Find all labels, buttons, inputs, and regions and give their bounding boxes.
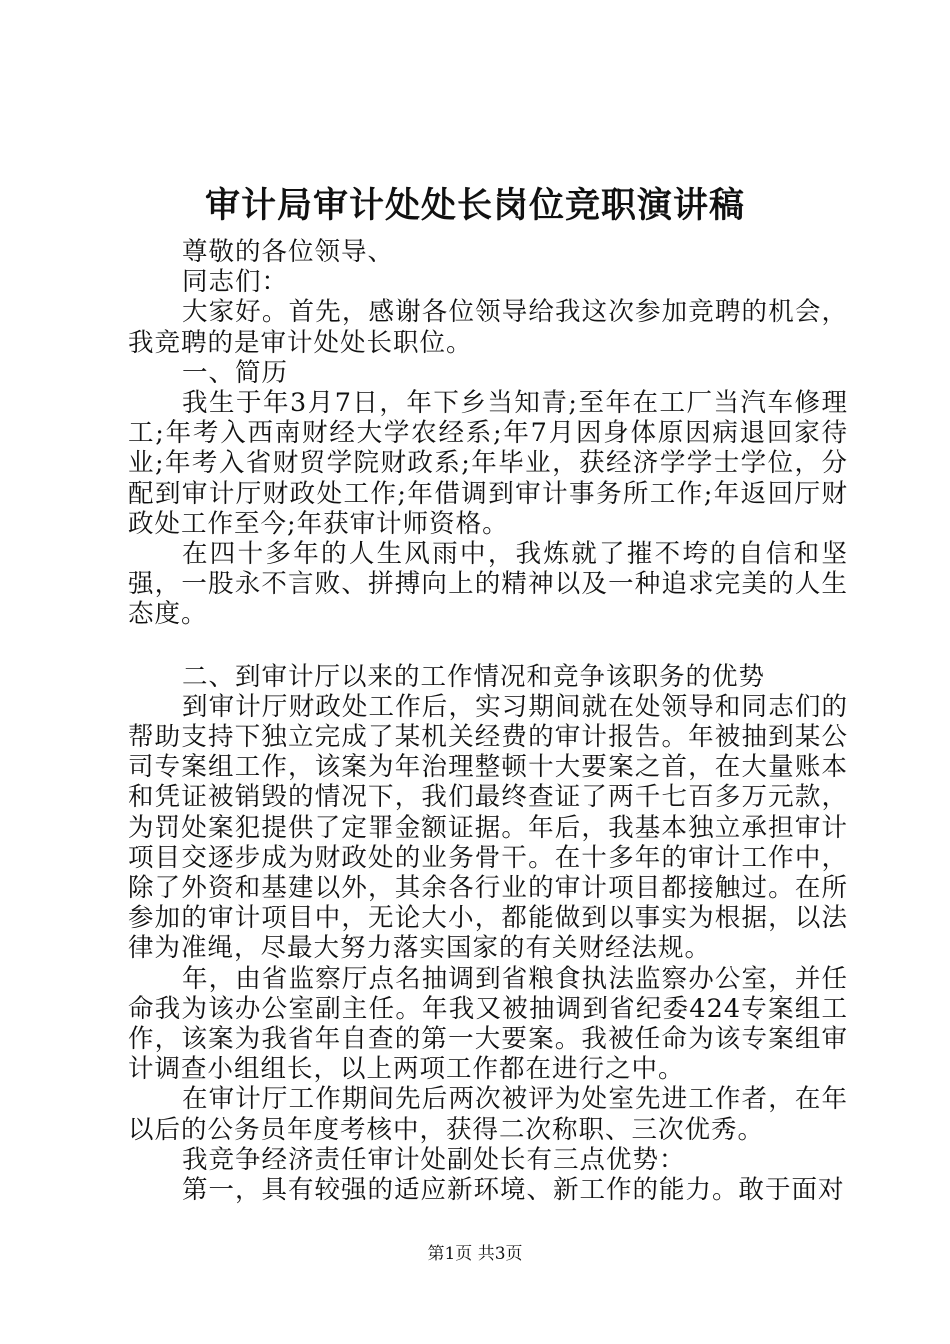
salutation-line-1: 尊敬的各位领导、 [182,237,395,267]
document-title: 审计局审计处处长岗位竞职演讲稿 [204,185,745,226]
awards-paragraph: 在审计厅工作期间先后两次被评为处室先进工作者，在年以后的公务员年度考核中，获得二次称职、三次优秀。 [128,1084,848,1145]
page-footer: 第1页 共3页 [427,1244,523,1264]
work-paragraph-1: 到审计厅财政处工作后，实习期间就在处领导和同志们的帮助支持下独立完成了某机关经费的审计报告。年被抽到某公司专案组工作，该案为年治理整顿十大要案之首，在大量账本和凭证被销毁的情况下，我们最终查证了两千七百多万元款，为罚处案犯提供了定罪金额证据。年后，我基本独立承担审计项目交逐步成为财政处的业务骨干。在十多年的审计工作中，除了外资和基建以外，其余各行业的审计项目都接触过。在所参加的审计项目中，无论大小，都能做到以事实为根据，以法律为准绳，尽最大努力落实国家的有关财经法规。 [128,691,848,964]
paragraph-spacer [128,630,848,662]
character-paragraph: 在四十多年的人生风雨中，我炼就了摧不垮的自信和坚强，一股永不言败、拼搏向上的精神以及一种追求完美的人生态度。 [128,539,848,630]
section-heading-work: 二、到审计厅以来的工作情况和竞争该职务的优势 [182,661,766,692]
section-heading-resume: 一、简历 [182,357,289,388]
document-body [128,237,848,1205]
work-paragraph-2: 年，由省监察厅点名抽调到省粮食执法监察办公室，并任命我为该办公室副主任。年我又被抽调到省纪委424专案组工作，该案为我省年自查的第一大要案。我被任命为该专案组审计调查小组组长，以上两项工作都在进行之中。 [128,963,848,1085]
opening-paragraph: 大家好。首先，感谢各位领导给我这次参加竞聘的机会，我竞聘的是审计处处长职位。 [128,297,848,358]
resume-paragraph: 我生于年3月7日，年下乡当知青;至年在工厂当汽车修理工;年考入西南财经大学农经系;年7月因身体原因病退回家待业;年考入省财贸学院财政系;年毕业，获经济学学士学位，分配到审计厅财政处工作;年借调到审计事务所工作;年返回厅财政处工作至今;年获审计师资格。 [128,388,848,539]
advantage-first: 第一，具有较强的适应新环境、新工作的能力。敢于面对 [182,1175,845,1206]
advantages-intro: 我竞争经济责任审计处副处长有三点优势： [182,1144,686,1175]
salutation-line-2: 同志们： [182,267,289,298]
